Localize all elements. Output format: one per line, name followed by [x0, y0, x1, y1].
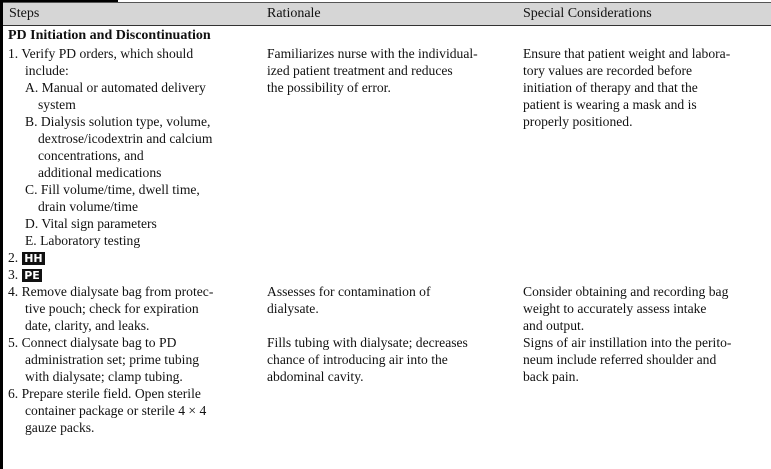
text-line: administration set; prime tubing: [25, 352, 200, 367]
text-line: E. Laboratory testing: [25, 233, 141, 248]
table-header: [3, 2, 771, 26]
text-line: concentrations, and: [38, 148, 144, 163]
text-line: tive pouch; check for expiration: [25, 301, 199, 316]
header-rationale: Rationale: [267, 6, 321, 21]
step-number: 2.: [8, 250, 19, 265]
text-line: Familiarizes nurse with the individual-: [267, 46, 478, 61]
text-line: drain volume/time: [38, 199, 139, 214]
text-line: initiation of therapy and that the: [523, 80, 698, 95]
text-line: gauze packs.: [25, 420, 95, 435]
text-line: dextrose/icodextrin and calcium: [38, 131, 213, 146]
special-considerations-cell: [523, 45, 730, 130]
text-line: weight to accurately assess intake: [523, 301, 707, 316]
text-line: B. Dialysis solution type, volume,: [25, 114, 211, 129]
steps-cell: [8, 45, 212, 249]
text-line: additional medications: [38, 165, 162, 180]
text-line: properly positioned.: [523, 114, 633, 129]
text-line: container package or sterile 4 × 4: [25, 403, 207, 418]
rationale-cell: [267, 283, 430, 317]
header-special-considerations: Special Considerations: [523, 6, 652, 21]
text-line: dialysate.: [267, 301, 319, 316]
text-line: the possibility of error.: [267, 80, 391, 95]
step-3: [8, 266, 42, 283]
text-line: 5. Connect dialysate bag to PD: [8, 335, 177, 350]
hand-hygiene-icon: HH: [24, 252, 43, 266]
section-title: PD Initiation and Discontinuation: [8, 28, 211, 43]
step-number: 3.: [8, 267, 19, 282]
text-line: include:: [25, 63, 69, 78]
text-line: ized patient treatment and reduces: [267, 63, 453, 78]
special-considerations-cell: [523, 334, 731, 385]
text-line: and output.: [523, 318, 585, 333]
text-line: with dialysate; clamp tubing.: [25, 369, 183, 384]
text-line: patient is wearing a mask and is: [523, 97, 697, 112]
special-considerations-cell: [523, 283, 728, 334]
rationale-cell: [267, 334, 468, 385]
text-line: date, clarity, and leaks.: [25, 318, 150, 333]
text-line: 6. Prepare sterile field. Open sterile: [8, 386, 201, 401]
protective-equipment-icon: PE: [24, 269, 40, 283]
text-line: Fills tubing with dialysate; decreases: [267, 335, 468, 350]
step-2: [8, 249, 45, 266]
text-line: Ensure that patient weight and labora-: [523, 46, 731, 61]
text-line: back pain.: [523, 369, 579, 384]
text-line: 4. Remove dialysate bag from protec-: [8, 284, 214, 299]
left-border: [0, 0, 3, 469]
text-line: abdominal cavity.: [267, 369, 364, 384]
text-line: chance of introducing air into the: [267, 352, 448, 367]
text-line: tory values are recorded before: [523, 63, 693, 78]
text-line: neum include referred shoulder and: [523, 352, 717, 367]
rationale-cell: [267, 45, 478, 96]
text-line: Signs of air instillation into the perito-: [523, 335, 732, 350]
steps-cell: [8, 283, 213, 334]
text-line: Assesses for contamination of: [267, 284, 431, 299]
header-steps: Steps: [9, 6, 40, 21]
text-line: 1. Verify PD orders, which should: [8, 46, 194, 61]
text-line: D. Vital sign parameters: [25, 216, 157, 231]
text-line: A. Manual or automated delivery: [25, 80, 206, 95]
text-line: C. Fill volume/time, dwell time,: [25, 182, 200, 197]
text-line: system: [38, 97, 76, 112]
steps-cell: [8, 334, 199, 385]
text-line: Consider obtaining and recording bag: [523, 284, 729, 299]
steps-cell: [8, 385, 206, 436]
